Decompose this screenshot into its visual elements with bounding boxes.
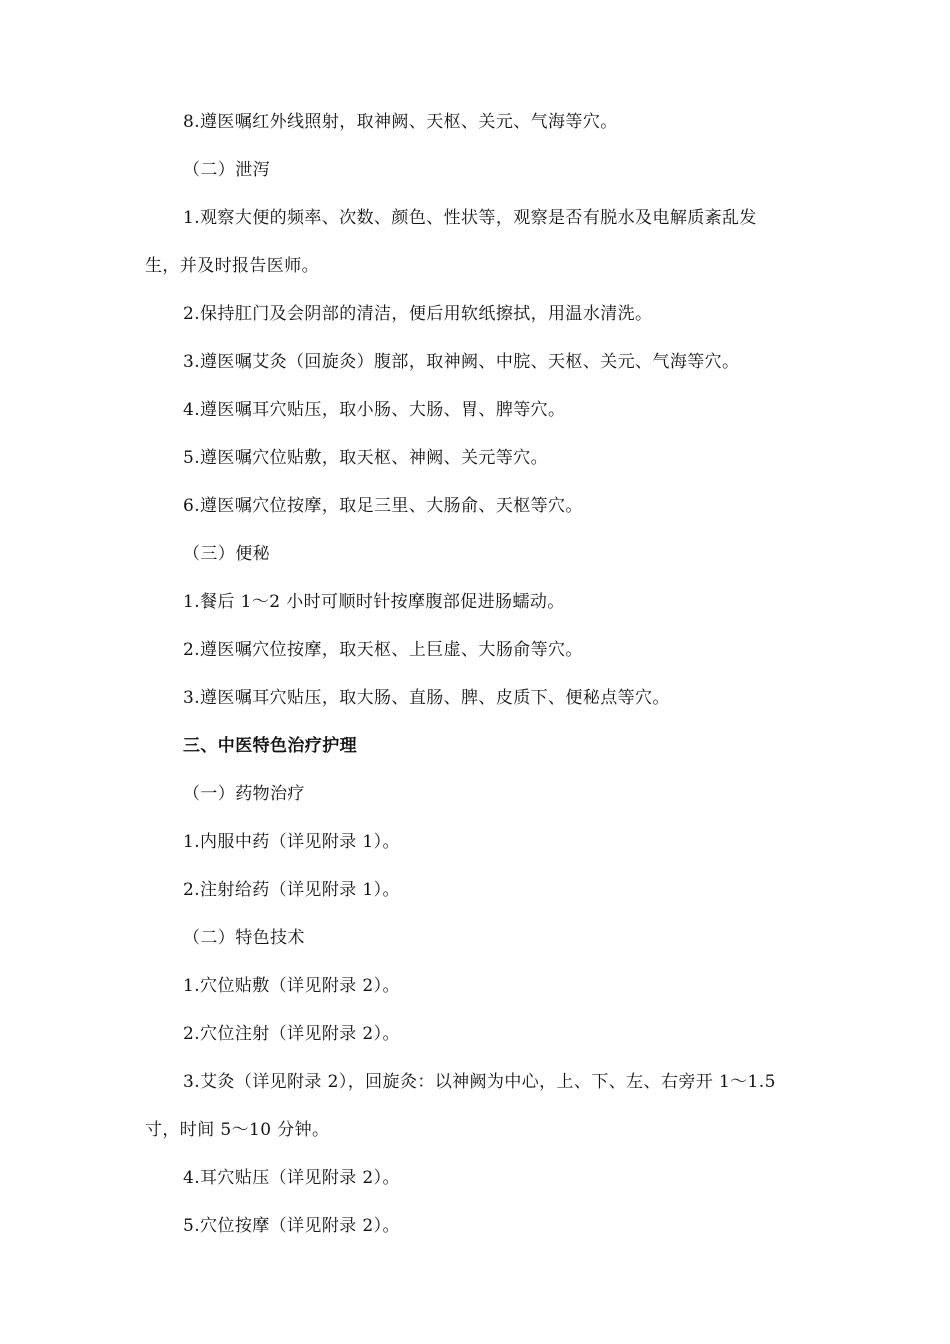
paragraph-line: 1.观察大便的频率、次数、颜色、性状等，观察是否有脱水及电解质紊乱发 [183, 208, 757, 228]
paragraph-line: 2.注射给药（详见附录 1）。 [183, 880, 400, 900]
paragraph-line: 2.遵医嘱穴位按摩，取天枢、上巨虚、大肠俞等穴。 [183, 640, 583, 660]
paragraph-line: 3.遵医嘱耳穴贴压，取大肠、直肠、脾、皮质下、便秘点等穴。 [183, 688, 670, 708]
paragraph-line: 3.艾灸（详见附录 2），回旋灸：以神阙为中心，上、下、左、右旁开 1～1.5 [183, 1072, 776, 1092]
paragraph-line: 5.穴位按摩（详见附录 2）。 [183, 1216, 400, 1236]
paragraph-line: 2.穴位注射（详见附录 2）。 [183, 1024, 400, 1044]
subsection-heading: （三）便秘 [183, 544, 270, 564]
paragraph-line: 2.保持肛门及会阴部的清洁，便后用软纸擦拭，用温水清洗。 [183, 304, 653, 324]
paragraph-line: 1.内服中药（详见附录 1）。 [183, 832, 400, 852]
subsection-heading: （一）药物治疗 [183, 784, 305, 804]
subsection-heading: （二）特色技术 [183, 928, 305, 948]
paragraph-line: 寸，时间 5～10 分钟。 [145, 1120, 330, 1140]
paragraph-line: 6.遵医嘱穴位按摩，取足三里、大肠俞、天枢等穴。 [183, 496, 583, 516]
paragraph-line: 4.遵医嘱耳穴贴压，取小肠、大肠、胃、脾等穴。 [183, 400, 566, 420]
paragraph-line: 3.遵医嘱艾灸（回旋灸）腹部，取神阙、中脘、天枢、关元、气海等穴。 [183, 352, 740, 372]
paragraph-line: 1.餐后 1～2 小时可顺时针按摩腹部促进肠蠕动。 [183, 592, 565, 612]
paragraph-line: 4.耳穴贴压（详见附录 2）。 [183, 1168, 400, 1188]
subsection-heading: （二）泄泻 [183, 160, 270, 180]
paragraph-line: 5.遵医嘱穴位贴敷，取天枢、神阙、关元等穴。 [183, 448, 549, 468]
section-heading: 三、中医特色治疗护理 [183, 736, 357, 756]
paragraph-line: 1.穴位贴敷（详见附录 2）。 [183, 976, 400, 996]
paragraph-line: 生，并及时报告医师。 [145, 256, 319, 276]
paragraph-line: 8.遵医嘱红外线照射，取神阙、天枢、关元、气海等穴。 [183, 112, 618, 132]
